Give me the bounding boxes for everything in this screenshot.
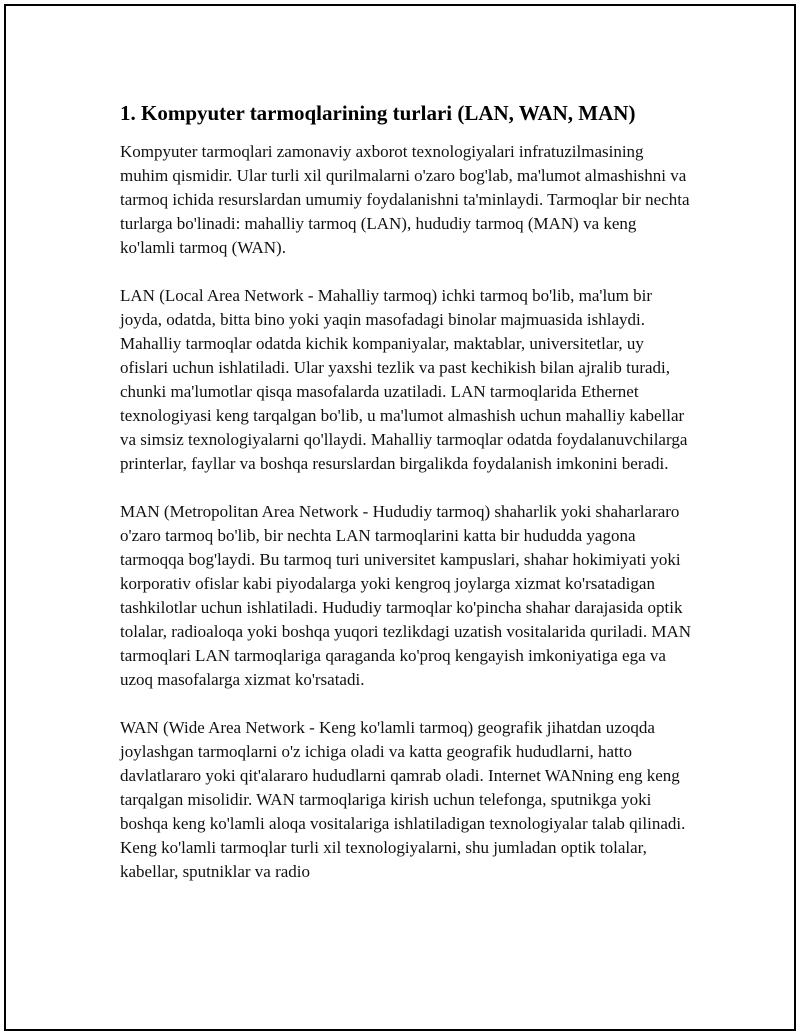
- lan-paragraph: LAN (Local Area Network - Mahalliy tarmoq) ichki tarmoq bo'lib, ma'lum bir joyda, odatda, bitta bino yoki yaqin masofadagi binolar majmuasida ishlaydi. Mahalliy tarmoqlar odatda kichik kompaniyalar, maktablar, universitetlar, uy ofislari uchun ishlatiladi. Ular yaxshi tezlik va past kechikish bilan ajralib turadi, chunki ma'lumotlar qisqa masofalarda uzatiladi. LAN tarmoqlarida Ethernet texnologiyasi keng tarqalgan bo'lib, u ma'lumot almashish uchun mahalliy kabellar va simsiz texnologiyalarni qo'llaydi. Mahalliy tarmoqlar odatda foydalanuvchilarga printerlar, fayllar va boshqa resurslardan birgalikda foydalanish imkonini beradi.: [120, 286, 688, 473]
- document-page: [4, 4, 796, 1031]
- intro-paragraph: Kompyuter tarmoqlari zamonaviy axborot texnologiyalari infratuzilmasining muhim qismidir. Ular turli xil qurilmalarni o'zaro bog'lab, ma'lumot almashishni va tarmoq ichida resurslardan umumiy foydalanishni ta'minlaydi. Tarmoqlar bir nechta turlarga bo'linadi: mahalliy tarmoq (LAN), hududiy tarmoq (MAN) va keng ko'lamli tarmoq (WAN).: [120, 142, 690, 257]
- section-heading: 1. Kompyuter tarmoqlarining turlari (LAN, WAN, MAN): [120, 101, 636, 125]
- man-paragraph: MAN (Metropolitan Area Network - Hududiy tarmoq) shaharlik yoki shaharlararo o'zaro tarmoq bo'lib, bir nechta LAN tarmoqlarini katta bir hududda yagona tarmoqqa bog'laydi. Bu tarmoq turi universitet kampuslari, shahar hokimiyati yoki korporativ ofislar kabi piyodalarga yoki kengroq joylarga xizmat ko'rsatadigan tashkilotlar uchun ishlatiladi. Hududiy tarmoqlar ko'pincha shahar darajasida optik tolalar, radioaloqa yoki boshqa yuqori tezlikdagi uzatish vositalarida quriladi. MAN tarmoqlari LAN tarmoqlariga qaraganda ko'proq kengayish imkoniyatiga ega va uzoq masofalarga xizmat ko'rsatadi.: [120, 502, 692, 689]
- document-body: [120, 99, 694, 908]
- wan-paragraph: WAN (Wide Area Network - Keng ko'lamli tarmoq) geografik jihatdan uzoqda joylashgan tarmoqlarni o'z ichiga oladi va katta geografik hududlarni, hatto davlatlararo yoki qit'alararo hududlarni qamrab oladi. Internet WANning eng keng tarqalgan misolidir. WAN tarmoqlariga kirish uchun telefonga, sputnikga yoki boshqa keng ko'lamli aloqa vositalariga ishlatiladigan texnologiyalar talab qilinadi. Keng ko'lamli tarmoqlar turli xil texnologiyalarni, shu jumladan optik tolalar, kabellar, sputniklar va radio: [120, 718, 686, 881]
